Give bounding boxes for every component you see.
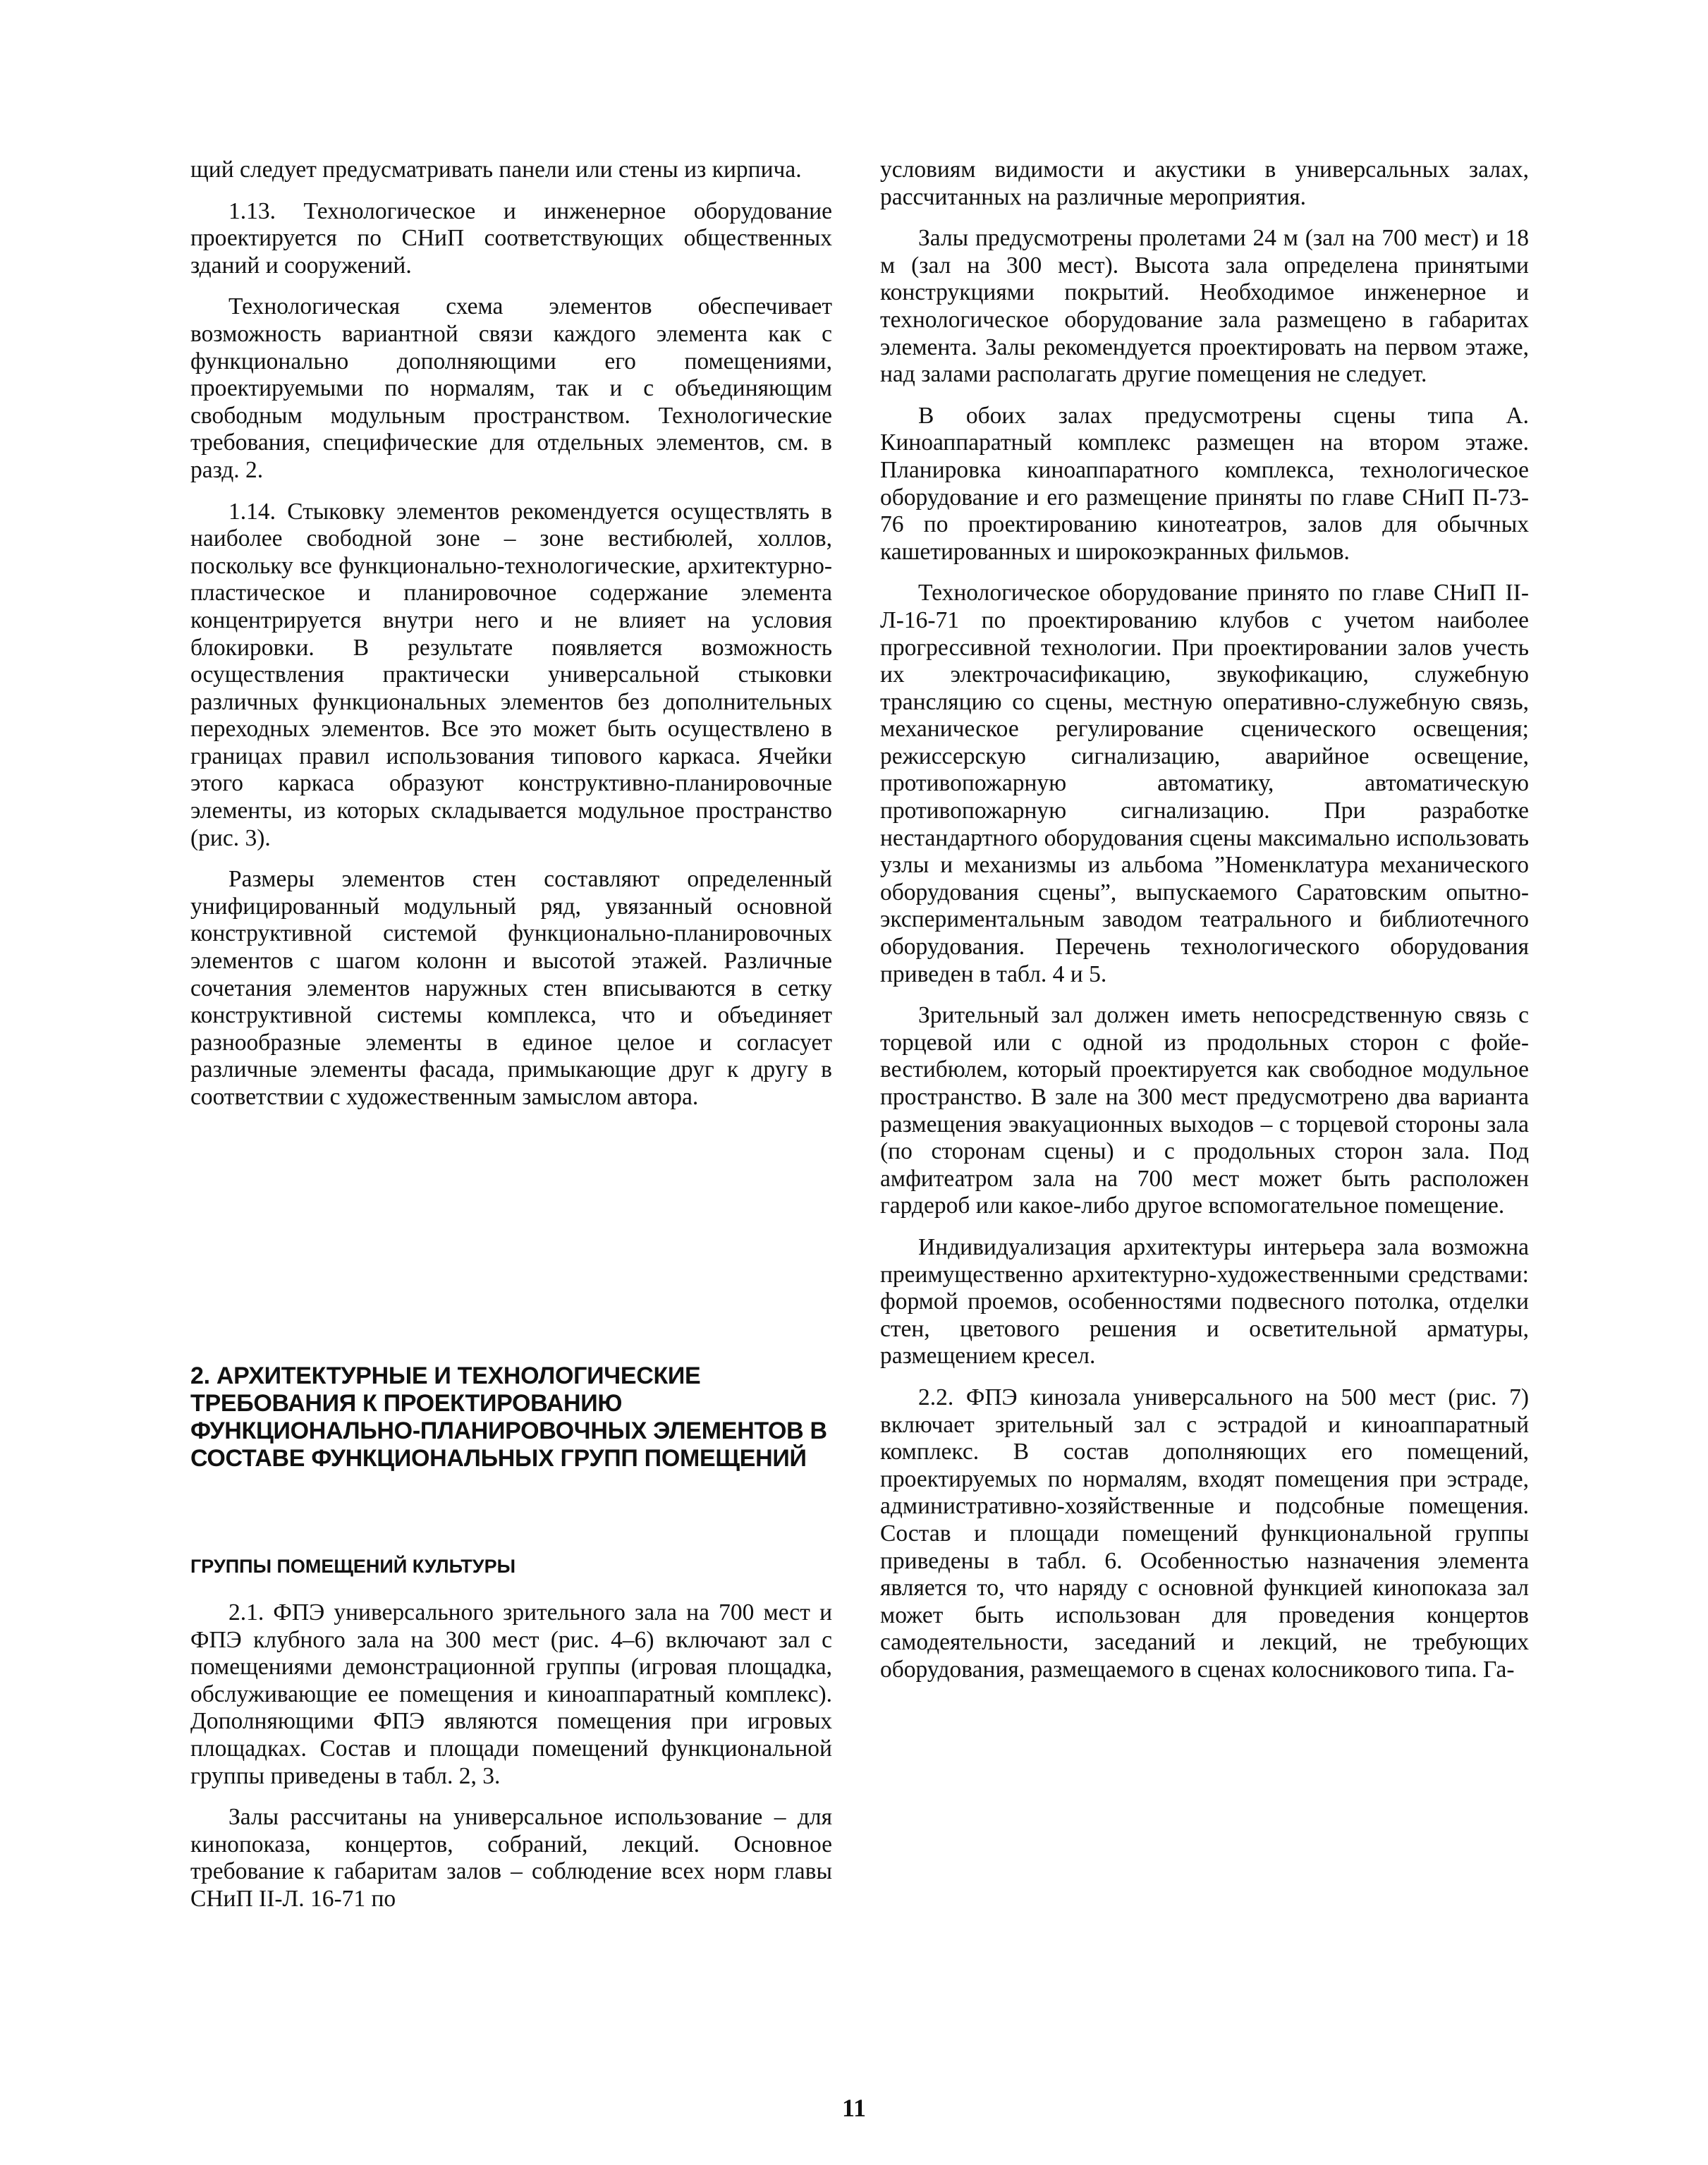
- left-column-lower: [190, 1599, 832, 1927]
- paragraph: Размеры элементов стен составляют определенный унифицированный модульный ряд, увязанный основной конструктивной системой функционально-планировочных элементов с шагом колонн и высотой этажей. Различные сочетания элементов наружных стен вписываются в сетку конструктивной системы комплекса, что и объединяет разнообразные элементы в единое целое и согласует различные элементы фасада, примыкающие друг к другу в соответствии с художественным замыслом автора.: [190, 866, 832, 1110]
- section-heading: 2. АРХИТЕКТУРНЫЕ И ТЕХНОЛОГИЧЕСКИЕ ТРЕБОВАНИЯ К ПРОЕКТИРОВАНИЮ ФУНКЦИОНАЛЬНО-ПЛАНИРОВОЧНЫХ ЭЛЕМЕНТОВ В СОСТАВЕ ФУНКЦИОНАЛЬНЫХ ГРУПП ПОМЕЩЕНИЙ: [190, 1362, 827, 1472]
- right-column: [880, 157, 1529, 1697]
- paragraph: Зрительный зал должен иметь непосредственную связь с торцевой или с одной из продольных сторон с фойе-вестибюлем, который проектируется как свободное модульное пространство. В зале на 300 мест предусмотрено два варианта размещения эвакуационных выходов – с торцевой стороны зала (по сторонам сцены) и с продольных сторон зала. Под амфитеатром зала на 700 мест может быть расположен гардероб или какое-либо другое вспомогательное помещение.: [880, 1002, 1529, 1219]
- subsection-heading: ГРУППЫ ПОМЕЩЕНИЙ КУЛЬТУРЫ: [190, 1556, 516, 1577]
- paragraph: В обоих залах предусмотрены сцены типа А. Киноаппаратный комплекс размещен на втором этаже. Планировка киноаппаратного комплекса, технологическое оборудование и его размещение приняты по главе СНиП П-73-76 по проектированию кинотеатров, залов для обычных кашетированных и широкоэкранных фильмов.: [880, 402, 1529, 565]
- paragraph: щий следует предусматривать панели или стены из кирпича.: [190, 157, 802, 183]
- paragraph: Залы предусмотрены пролетами 24 м (зал на 700 мест) и 18 м (зал на 300 мест). Высота зала определена принятыми конструкциями покрытий. Необходимое инженерное и технологическое оборудование зала размещено в габаритах элемента. Залы рекомендуется проектировать на первом этаже, над залами располагать другие помещения не следует.: [880, 225, 1529, 388]
- paragraph-1-13: 1.13. Технологическое и инженерное оборудование проектируется по СНиП соответствующих общественных зданий и сооружений.: [190, 197, 832, 279]
- paragraph: Технологическая схема элементов обеспечивает возможность вариантной связи каждого элемента как с функционально дополняющими его помещениями, проектируемыми по нормалям, так и с объединяющим свободным модульным пространством. Технологические требования, специфические для отдельных элементов, см. в разд. 2.: [190, 293, 832, 483]
- paragraph-2-1: 2.1. ФПЭ универсального зрительного зала на 700 мест и ФПЭ клубного зала на 300 мест (рис. 4–6) включают зал с помещениями демонстрационной группы (игровая площадка, обслуживающие ее помещения и киноаппаратный комплекс). Дополняющими ФПЭ являются помещения при игровых площадках. Состав и площади помещений функциональной группы приведены в табл. 2, 3.: [190, 1599, 832, 1789]
- left-column-upper: [190, 157, 832, 1126]
- paragraph: Технологическое оборудование принято по главе СНиП II-Л-16-71 по проектированию клубов с учетом наиболее прогрессивной технологии. При проектировании залов учесть их электрочасификацию, звукофикацию, служебную трансляцию со сцены, местную оперативно-служебную связь, механическое регулирование сценического освещения; режиссерскую сигнализацию, аварийное освещение, противопожарную автоматику, автоматическую противопожарную сигнализацию. При разработке нестандартного оборудования сцены максимально использовать узлы и механизмы из альбома ”Номенклатура механического оборудования сцены”, выпускаемого Саратовским опытно-экспериментальным заводом театрального и библиотечного оборудования. Перечень технологического оборудования приведен в табл. 4 и 5.: [880, 580, 1529, 987]
- paragraph: Залы рассчитаны на универсальное использование – для кинопоказа, концертов, собраний, лекций. Основное требование к габаритам залов – соблюдение всех норм главы СНиП II-Л. 16-71 по: [190, 1804, 832, 1912]
- page-number: 11: [841, 2094, 866, 2122]
- paragraph: условиям видимости и акустики в универсальных залах, рассчитанных на различные мероприятия.: [880, 157, 1529, 210]
- paragraph-1-14: 1.14. Стыковку элементов рекомендуется осуществлять в наиболее свободной зоне – зоне вестибюлей, холлов, поскольку все функционально-технологические, архитектурно-пластическое и планировочное содержание элемента концентрируется внутри него и не влияет на условия блокировки. В результате появляется возможность осуществления практически универсальной стыковки различных функциональных элементов без дополнительных переходных элементов. Все это может быть осуществлено в границах правил использования типового каркаса. Ячейки этого каркаса образуют конструктивно-планировочные элементы, из которых складывается модульное пространство (рис. 3).: [190, 498, 832, 851]
- paragraph-2-2: 2.2. ФПЭ кинозала универсального на 500 мест (рис. 7) включает зрительный зал с эстрадой и киноаппаратный комплекс. В состав дополняющих его помещений, проектируемых по нормалям, входят помещения при эстраде, административно-хозяйственные и подсобные помещения. Состав и площади помещений функциональной группы приведены в табл. 6. Особенностью назначения элемента является то, что наряду с основной функцией кинопоказа зал может быть использован для проведения концертов самодеятельности, заседаний и лекций, не требующих оборудования, размещаемого в сценах колосникового типа. Га-: [880, 1384, 1529, 1683]
- paragraph: Индивидуализация архитектуры интерьера зала возможна преимущественно архитектурно-художественными средствами: формой проемов, особенностями подвесного потолка, отделки стен, цветового решения и осветительной арматуры, размещением кресел.: [880, 1233, 1529, 1370]
